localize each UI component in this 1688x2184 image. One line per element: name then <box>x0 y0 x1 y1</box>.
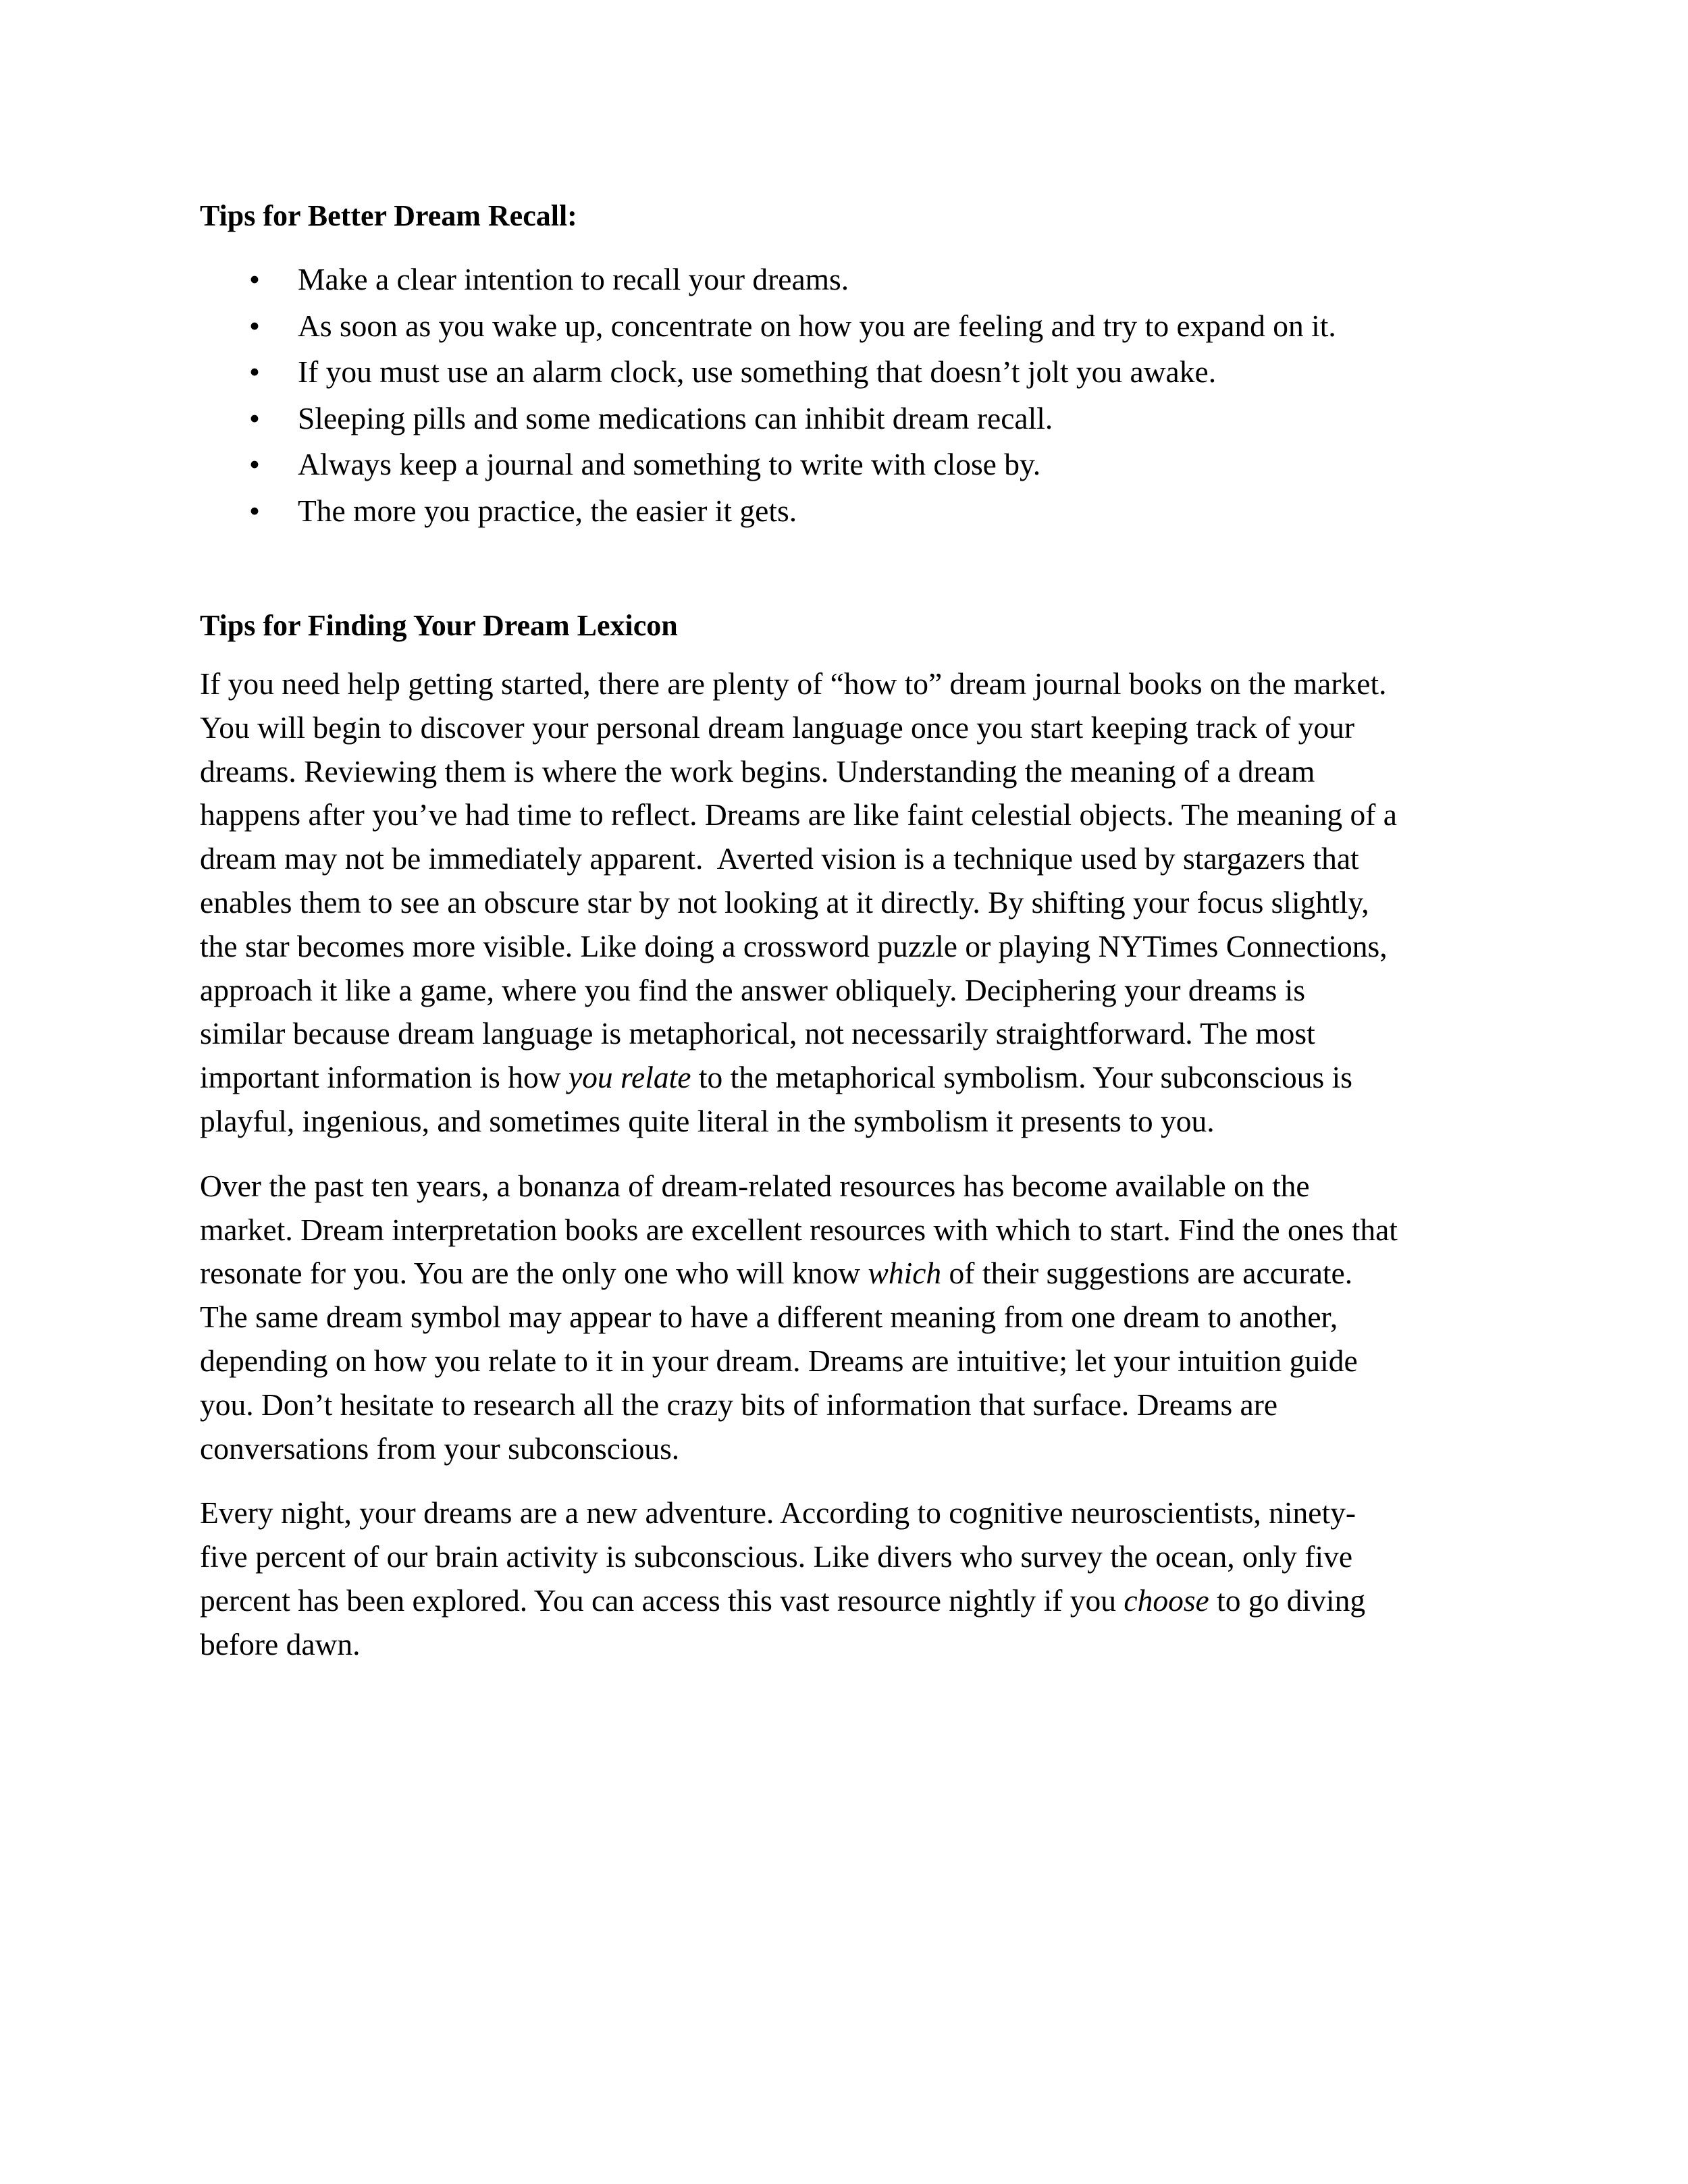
paragraph-line: You will begin to discover your personal dream language once you start keeping track of your <box>200 710 1355 745</box>
list-item <box>200 349 1503 396</box>
section-heading-dream-lexicon: Tips for Finding Your Dream Lexicon <box>200 609 678 642</box>
paragraph-line: The same dream symbol may appear to have a different meaning from one dream to another, <box>200 1300 1338 1335</box>
document-content <box>200 196 1503 1667</box>
list-item-text: As soon as you wake up, concentrate on how you are feeling and try to expand on it. <box>298 308 1336 343</box>
bullet-icon: • <box>249 354 260 389</box>
paragraph-line: If you need help getting started, there are plenty of “how to” dream journal books on the market. <box>200 666 1387 701</box>
emphasized-text: choose <box>1124 1582 1209 1618</box>
text-run: important information is how <box>200 1060 569 1095</box>
paragraph-line: dream may not be immediately apparent. Averted vision is a technique used by stargazers that <box>200 841 1359 876</box>
text-run: to go diving <box>1209 1582 1366 1618</box>
paragraph-line <box>200 1579 1503 1623</box>
list-item <box>200 442 1503 488</box>
list-item-text: Make a clear intention to recall your dreams. <box>298 262 849 296</box>
bullet-icon: • <box>249 447 260 481</box>
emphasized-text: which <box>868 1256 942 1291</box>
emphasized-text: you relate <box>568 1060 691 1095</box>
list-item <box>200 396 1503 442</box>
bullet-icon: • <box>249 308 260 343</box>
text-run: to the metaphorical symbolism. Your subconscious is <box>691 1060 1352 1095</box>
paragraph-line: you. Don’t hesitate to research all the crazy bits of information that surface. Dreams are <box>200 1387 1278 1422</box>
paragraph-line: Every night, your dreams are a new adventure. According to cognitive neuroscientists, ninety- <box>200 1495 1356 1530</box>
bullet-icon: • <box>249 493 260 528</box>
paragraph-line <box>200 1252 1503 1296</box>
text-run: of their suggestions are accurate. <box>941 1256 1353 1291</box>
dream-recall-tips-list <box>200 257 1503 534</box>
list-item-text: If you must use an alarm clock, use something that doesn’t jolt you awake. <box>298 354 1217 389</box>
paragraph-line: similar because dream language is metaphorical, not necessarily straightforward. The most <box>200 1016 1315 1051</box>
paragraph-line: approach it like a game, where you find the answer obliquely. Deciphering your dreams is <box>200 972 1306 1007</box>
paragraph-line: enables them to see an obscure star by not looking at it directly. By shifting your focus slightly, <box>200 884 1369 920</box>
paragraph-line: happens after you’ve had time to reflect. Dreams are like faint celestial objects. The meaning of a <box>200 797 1397 832</box>
bullet-icon: • <box>249 400 260 435</box>
section-heading-dream-recall: Tips for Better Dream Recall: <box>200 199 577 232</box>
paragraph-line: market. Dream interpretation books are excellent resources with which to start. Find the ones that <box>200 1212 1398 1247</box>
paragraph-line: playful, ingenious, and sometimes quite literal in the symbolism it presents to you. <box>200 1103 1215 1138</box>
text-run: percent has been explored. You can access this vast resource nightly if you <box>200 1582 1124 1618</box>
paragraph-line: depending on how you relate to it in your dream. Dreams are intuitive; let your intuition guide <box>200 1343 1358 1378</box>
paragraph-line: five percent of our brain activity is subconscious. Like divers who survey the ocean, only five <box>200 1539 1353 1574</box>
list-item <box>200 488 1503 535</box>
list-item-text: The more you practice, the easier it gets. <box>298 493 797 528</box>
paragraph-line: conversations from your subconscious. <box>200 1431 680 1466</box>
list-item <box>200 257 1503 303</box>
list-item <box>200 303 1503 350</box>
paragraph-line: dreams. Reviewing them is where the work begins. Understanding the meaning of a dream <box>200 753 1315 789</box>
paragraph-line: before dawn. <box>200 1626 361 1661</box>
paragraph-line: the star becomes more visible. Like doing a crossword puzzle or playing NYTimes Connections, <box>200 928 1388 963</box>
body-paragraph-2 <box>200 1165 1503 1471</box>
bullet-icon: • <box>249 262 260 296</box>
body-paragraph-1 <box>200 662 1503 1144</box>
paragraph-line: Over the past ten years, a bonanza of dream-related resources has become available on the <box>200 1168 1310 1203</box>
paragraph-line <box>200 1056 1503 1100</box>
text-run: resonate for you. You are the only one who will know <box>200 1256 868 1291</box>
body-paragraph-3 <box>200 1491 1503 1666</box>
list-item-text: Sleeping pills and some medications can inhibit dream recall. <box>298 400 1053 435</box>
list-item-text: Always keep a journal and something to write with close by. <box>298 447 1041 481</box>
